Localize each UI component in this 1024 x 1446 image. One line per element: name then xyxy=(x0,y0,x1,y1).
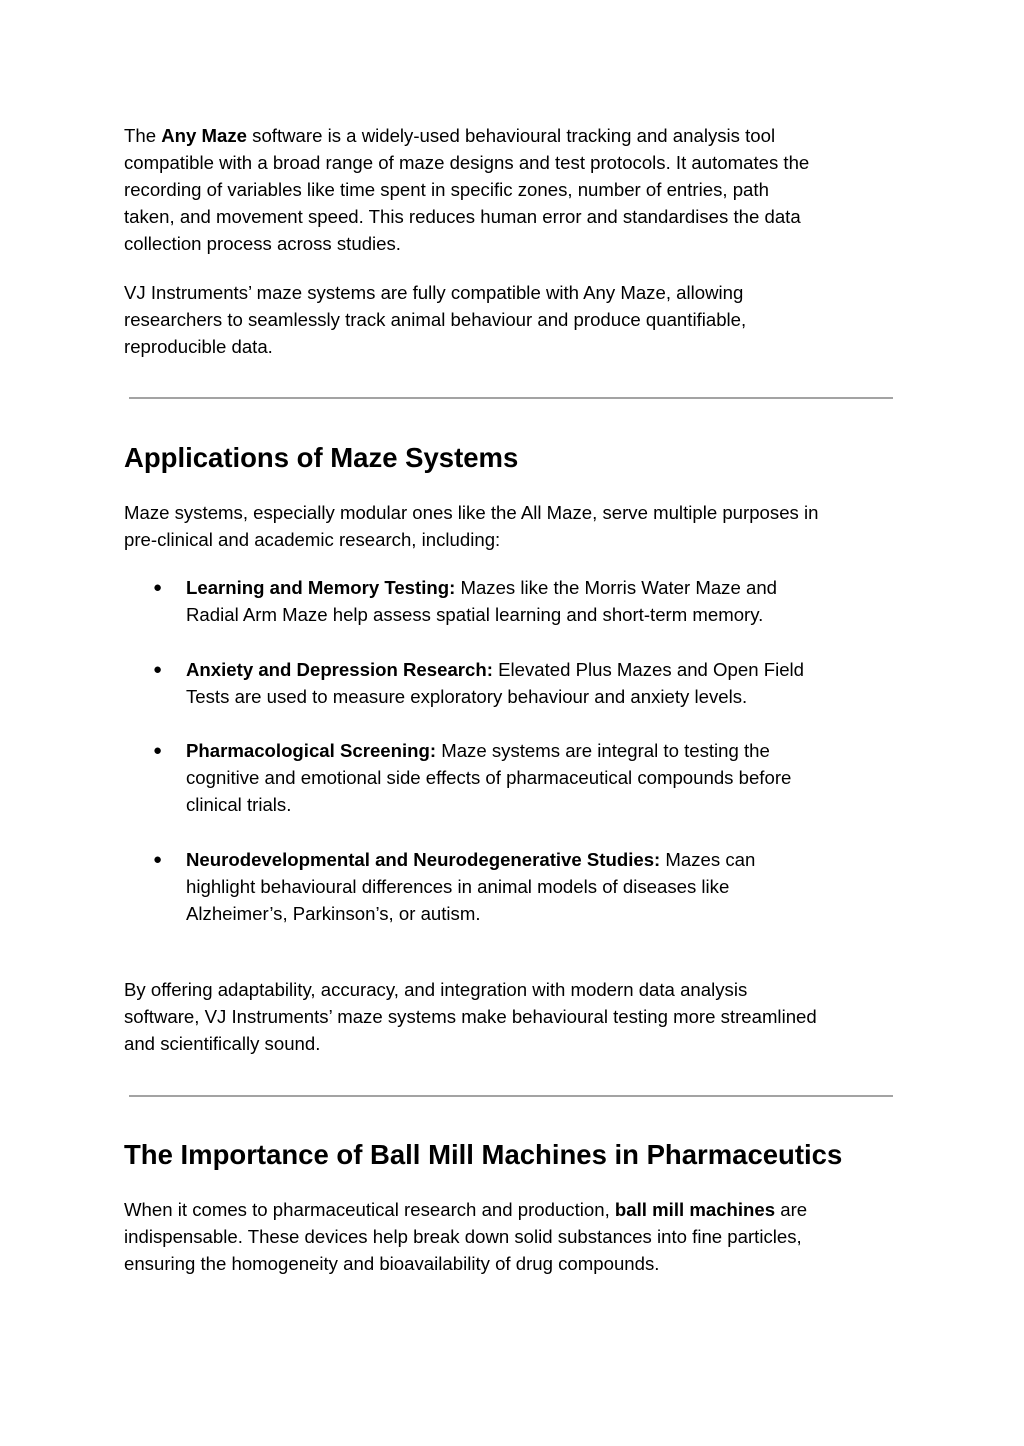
bold-text: Neurodevelopmental and Neurodegenerative Studies: xyxy=(186,849,661,870)
text-line: Maze systems, especially modular ones like the All Maze, serve multiple purposes in xyxy=(124,502,819,523)
text-line: VJ Instruments’ maze systems are fully compatible with Any Maze, allowing xyxy=(124,282,744,303)
text-line xyxy=(186,656,804,683)
text-line: reproducible data. xyxy=(124,336,273,357)
text-run: Mazes can xyxy=(660,849,756,870)
text-line xyxy=(124,122,775,149)
bold-text: ball mill machines xyxy=(614,1199,776,1220)
text-line: Alzheimer’s, Parkinson’s, or autism. xyxy=(186,903,481,924)
text-line xyxy=(124,1196,807,1223)
text-line xyxy=(186,737,770,764)
text-line: Tests are used to measure exploratory behaviour and anxiety levels. xyxy=(186,686,748,707)
horizontal-divider xyxy=(129,1095,893,1097)
text-line xyxy=(186,574,777,601)
text-line: taken, and movement speed. This reduces human error and standardises the data xyxy=(124,206,801,227)
text-run: When it comes to pharmaceutical research and production, xyxy=(124,1199,615,1220)
text-line: ensuring the homogeneity and bioavailability of drug compounds. xyxy=(124,1253,660,1274)
text-line: researchers to seamlessly track animal behaviour and produce quantifiable, xyxy=(124,309,747,330)
bold-text: Learning and Memory Testing: xyxy=(186,577,456,598)
text-run: Maze systems are integral to testing the xyxy=(436,740,770,761)
text-line: highlight behavioural differences in animal models of diseases like xyxy=(186,876,730,897)
bullet-icon: ● xyxy=(153,851,163,868)
text-line: pre-clinical and academic research, including: xyxy=(124,529,501,550)
text-line: clinical trials. xyxy=(186,794,292,815)
text-line: Radial Arm Maze help assess spatial learning and short-term memory. xyxy=(186,604,764,625)
text-line: compatible with a broad range of maze designs and test protocols. It automates the xyxy=(124,152,810,173)
bold-text: Anxiety and Depression Research: xyxy=(186,659,493,680)
bold-text: Pharmacological Screening: xyxy=(186,740,437,761)
section-heading: Applications of Maze Systems xyxy=(124,442,519,473)
text-line: and scientifically sound. xyxy=(124,1033,321,1054)
text-line: By offering adaptability, accuracy, and integration with modern data analysis xyxy=(124,979,748,1000)
text-line: cognitive and emotional side effects of pharmaceutical compounds before xyxy=(186,767,792,788)
text-line: software, VJ Instruments’ maze systems make behavioural testing more streamlined xyxy=(124,1006,817,1027)
text-run: Elevated Plus Mazes and Open Field xyxy=(492,659,805,680)
bullet-icon: ● xyxy=(153,579,163,596)
bullet-icon: ● xyxy=(153,661,163,678)
text-run: The xyxy=(124,125,162,146)
text-line: recording of variables like time spent in specific zones, number of entries, path xyxy=(124,179,769,200)
section-heading: The Importance of Ball Mill Machines in Pharmaceutics xyxy=(124,1139,843,1170)
text-run: are xyxy=(775,1199,808,1220)
horizontal-divider xyxy=(129,397,893,399)
bullet-icon: ● xyxy=(153,742,163,759)
text-line xyxy=(186,846,755,873)
text-run: Mazes like the Morris Water Maze and xyxy=(455,577,778,598)
text-line: indispensable. These devices help break down solid substances into fine particles, xyxy=(124,1226,802,1247)
text-run: software is a widely-used behavioural tracking and analysis tool xyxy=(246,125,776,146)
text-line: collection process across studies. xyxy=(124,233,401,254)
bold-text: Any Maze xyxy=(161,125,247,146)
